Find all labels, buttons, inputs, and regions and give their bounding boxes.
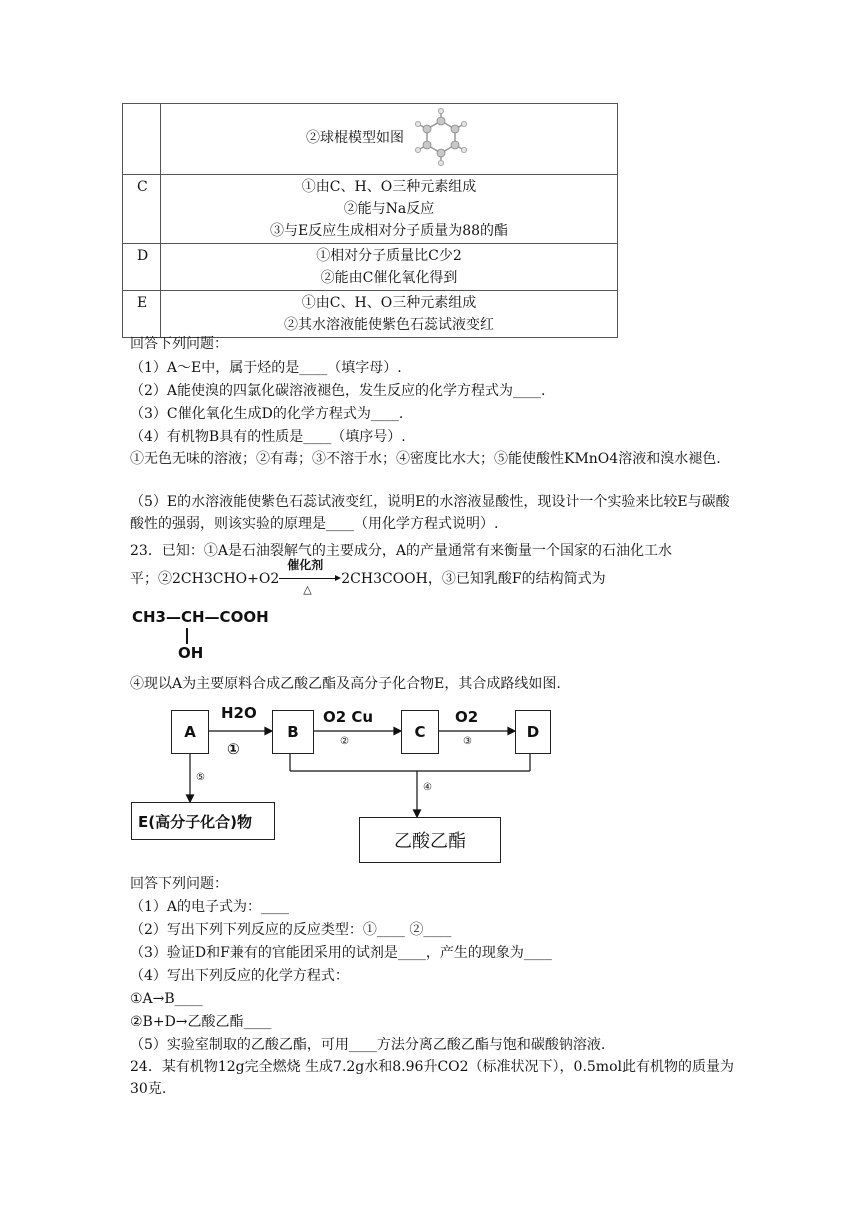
row-letter: D — [123, 244, 161, 291]
q23-item-4b: ②B+D→乙酸乙酯____ — [130, 1014, 272, 1030]
benzene-ball-stick-icon — [410, 107, 472, 169]
label-water: H2O — [221, 704, 257, 722]
row-letter — [123, 104, 161, 175]
q22-item-2: （2）A能使溴的四氯化碳溶液褪色，发生反应的化学方程式为____. — [130, 383, 546, 399]
q22-item-4: （4）有机物B具有的性质是____（填序号）. — [130, 429, 406, 445]
q22-item-5: （5）E的水溶液能使紫色石蕊试液变红，说明E的水溶液显酸性，现设计一个实验来比较E与碳酸酸性的强弱，则该实验的原理是____（用化学方程式说明）. — [130, 494, 730, 532]
q23-line-3: ④现以A为主要原料合成乙酸乙酯及高分子化合物E，其合成路线如图. — [130, 676, 561, 692]
q24-text: 24．某有机物12g完全燃烧 生成7.2g水和8.96升CO2（标准状况下），0.5mol此有机物的质量为30克. — [130, 1059, 734, 1097]
flow-box-c: C — [401, 710, 439, 754]
properties-table — [122, 103, 618, 338]
row-letter: C — [123, 175, 161, 244]
q22-item-1: （1）A～E中，属于烃的是____（填字母）. — [130, 360, 402, 376]
heat-symbol: △ — [303, 583, 312, 596]
q23-intro: 回答下列问题： — [130, 876, 228, 892]
flow-box-ethyl-acetate: 乙酸乙酯 — [359, 817, 501, 863]
lactic-acid-structure — [132, 608, 292, 664]
label-oxygen-copper: O2 Cu — [323, 708, 374, 726]
flow-box-a: A — [171, 710, 209, 754]
synthesis-flowchart — [125, 702, 555, 866]
label-step-1: ① — [227, 740, 240, 758]
q22-item-4-options: ①无色无味的溶液；②有毒；③不溶于水；④密度比水大；⑤能使酸性KMnO4溶液和溴水褪色. — [130, 451, 721, 467]
q22-intro: 回答下列问题： — [130, 336, 228, 352]
row-line: ③与E反应生成相对分子质量为88的酯 — [269, 223, 509, 239]
row-line: ①由C、H、O三种元素组成 — [301, 295, 477, 311]
label-step-3: ③ — [463, 736, 472, 747]
q23-item-1: （1）A的电子式为：____ — [130, 899, 290, 915]
q22-item-3: （3）C催化氧化生成D的化学方程式为____. — [130, 406, 404, 422]
flow-box-b: B — [272, 710, 314, 754]
q23-item-3: （3）验证D和F兼有的官能团采用的试剂是____，产生的现象为____ — [130, 945, 552, 961]
table-row — [123, 291, 618, 338]
structure-main-chain: CH3—CH—COOH — [132, 608, 269, 626]
table-row — [123, 244, 618, 291]
q23-line-2 — [130, 558, 606, 596]
q23-item-4a: ①A→B____ — [130, 991, 203, 1007]
catalyst-label: 催化剂 — [287, 558, 324, 572]
q23-eq-left: 平；②2CH3CHO+O2 — [130, 571, 280, 587]
row-line: ②能由C催化氧化得到 — [320, 270, 458, 286]
q23-eq-right: 2CH3COOH，③已知乳酸F的结构简式为 — [341, 571, 606, 587]
row-line: ②其水溶液能使紫色石蕊试液变红 — [284, 317, 494, 333]
flow-box-d: D — [515, 710, 551, 754]
label-step-5: ⑤ — [196, 772, 205, 783]
structure-oh-group: OH — [178, 644, 204, 662]
q23-item-4: （4）写出下列反应的化学方程式： — [130, 968, 349, 984]
label-step-2: ② — [340, 736, 349, 747]
row-letter: E — [123, 291, 161, 338]
table-row — [123, 104, 618, 175]
row-line: ②能与Na反应 — [343, 201, 435, 217]
table-row — [123, 175, 618, 244]
reaction-arrow — [279, 558, 341, 596]
label-oxygen: O2 — [455, 708, 479, 726]
q23-item-5: （5）实验室制取的乙酸乙酯，可用____方法分离乙酸乙酯与饱和碳酸钠溶液. — [130, 1037, 606, 1053]
label-step-4: ④ — [423, 782, 432, 793]
row-line: ①由C、H、O三种元素组成 — [301, 179, 477, 195]
flow-box-e-polymer: E(高分子化合)物 — [131, 802, 275, 840]
arrow-line-icon — [279, 578, 337, 579]
row-line: ②球棍模型如图 — [306, 130, 404, 146]
q23-line-1: 23．已知：①A是石油裂解气的主要成分，A的产量通常有来衡量一个国家的石油化工水 — [130, 543, 673, 559]
arrow-head-icon — [335, 575, 341, 581]
q23-item-2: （2）写出下列下列反应的反应类型：①____ ②____ — [130, 922, 452, 938]
row-line: ①相对分子质量比C少2 — [316, 248, 462, 264]
structure-bond-line — [186, 628, 188, 644]
